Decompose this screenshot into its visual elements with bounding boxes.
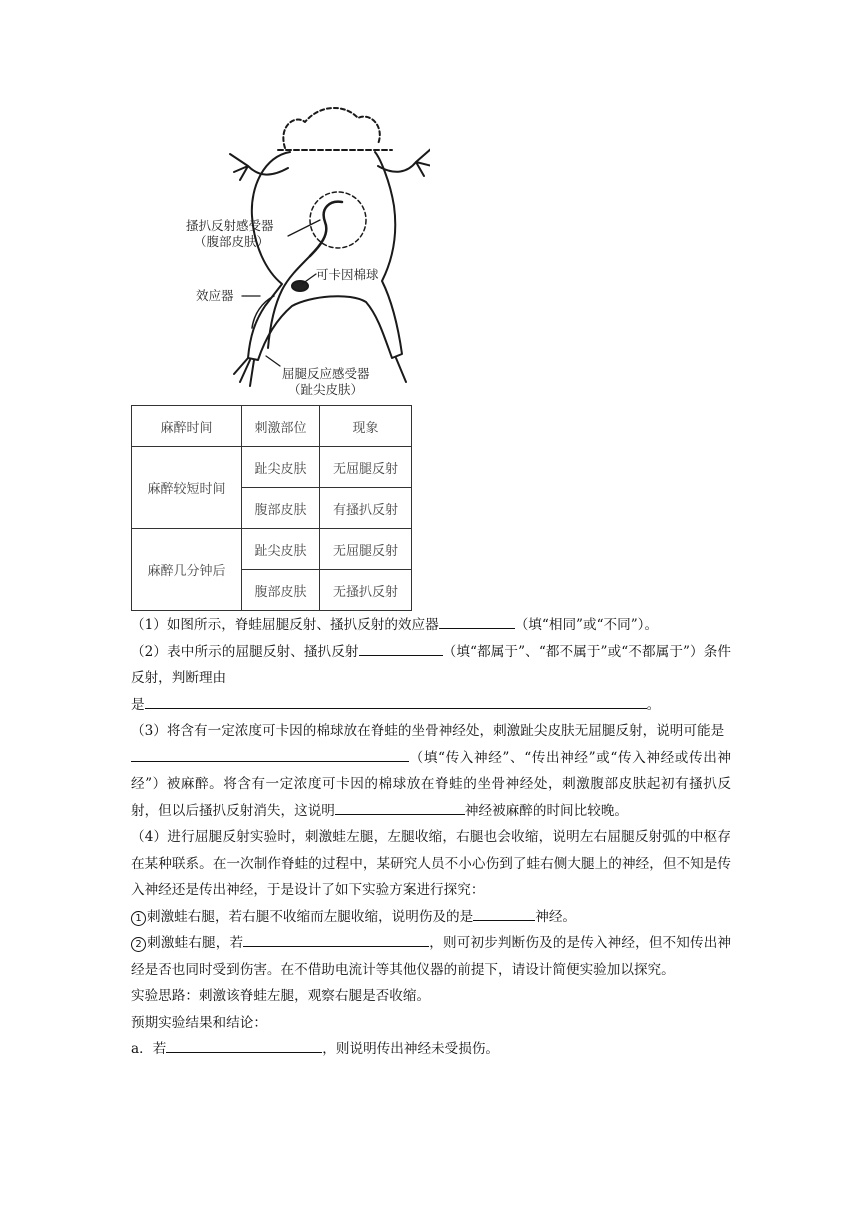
spinal-frog-diagram	[170, 96, 430, 396]
question-1: （1）如图所示，脊蛙屈腿反射、搔扒反射的效应器 （填“相同”或“不同”）。	[131, 612, 731, 639]
table-header-cell: 现象	[320, 406, 412, 447]
table-row	[132, 529, 412, 570]
table-header-cell: 刺激部位	[242, 406, 320, 447]
answer-blank[interactable]	[145, 693, 647, 709]
answer-blank[interactable]	[131, 746, 409, 762]
label-scratch-receptor: 搔扒反射感受器	[186, 218, 274, 233]
table-cell-result: 无屈腿反射	[320, 529, 412, 570]
question-2: （2）表中所示的屈腿反射、搔扒反射 （填“都属于”、“都不属于”或“不都属于”）条件反射，判断理由	[131, 639, 731, 692]
table-cell-result: 无屈腿反射	[320, 447, 412, 488]
table-row	[132, 447, 412, 488]
label-effector: 效应器	[196, 288, 234, 303]
question-3: （3）将含有一定浓度可卡因的棉球放在脊蛙的坐骨神经处，刺激趾尖皮肤无屈腿反射，说明可能是 （填“传入神经”、“传出神经”或“传入神经或传出神经”）被麻醉。将含有一定浓度可卡因的棉球放在脊蛙的坐骨神经处，刺激腹部皮肤起初有搔扒反射，但以后搔扒反射消失，这说明 神经被麻醉的时间比较晚。	[131, 723, 731, 819]
cocaine-cotton-ball-icon	[292, 281, 308, 291]
table-cell-result: 有搔扒反射	[320, 488, 412, 529]
frog-left-foot	[234, 358, 254, 386]
table-header-cell: 麻醉时间	[132, 406, 242, 447]
expected-results-heading: 预期实验结果和结论：	[131, 1014, 267, 1031]
circled-number-icon: 1	[131, 911, 146, 926]
table-cell-site: 趾尖皮肤	[242, 447, 320, 488]
table-cell-site: 腹部皮肤	[242, 570, 320, 611]
leader-cocaine-ball	[302, 274, 316, 284]
answer-blank[interactable]	[439, 613, 515, 629]
answer-blank[interactable]	[359, 640, 443, 656]
label-flexion-receptor-sub: （趾尖皮肤）	[288, 382, 364, 396]
question-text	[131, 612, 731, 1063]
experiment-idea: 实验思路：刺激该脊蛙左腿，观察右腿是否收缩。	[131, 988, 431, 1004]
answer-blank[interactable]	[473, 905, 535, 921]
spinal-cord-circle	[310, 192, 366, 248]
question-4-item-1: 1 刺激蛙右腿，若右腿不收缩而左腿收缩，说明伤及的是 神经。	[131, 904, 731, 931]
leader-scratch-receptor	[288, 220, 320, 236]
label-flexion-receptor: 屈腿反应感受器	[282, 366, 370, 381]
label-cocaine-ball: 可卡因棉球	[316, 267, 379, 282]
table-cell-site: 趾尖皮肤	[242, 529, 320, 570]
table-cell-site: 腹部皮肤	[242, 488, 320, 529]
expected-result-a: a．若 ，则说明传出神经未受损伤。	[131, 1036, 731, 1063]
experiment-table	[131, 405, 412, 611]
leader-flexion-receptor	[266, 356, 280, 366]
answer-blank[interactable]	[335, 799, 465, 815]
question-4: （4）进行屈腿反射实验时，刺激蛙左腿，左腿收缩，右腿也会收缩，说明左右屈腿反射弧的中枢存在某种联系。在一次制作脊蛙的过程中，某研究人员不小心伤到了蛙右侧大腿上的神经，但不知是传入神经还是传出神经，于是设计了如下实验方案进行探究：	[131, 829, 731, 898]
frog-right-foot	[396, 358, 406, 382]
table-cell-result: 无搔扒反射	[320, 570, 412, 611]
answer-blank[interactable]	[243, 931, 429, 947]
table-cell-time: 麻醉几分钟后	[132, 529, 242, 611]
question-4-item-2: 2 刺激蛙右腿，若 ，则可初步判断伤及的是传入神经，但不知传出神经是否也同时受到伤害。在不借助电流计等其他仪器的前提下，请设计简便实验加以探究。	[131, 930, 731, 983]
table-cell-time: 麻醉较短时间	[132, 447, 242, 529]
circled-number-icon: 2	[131, 937, 146, 952]
table-header-row	[132, 406, 412, 447]
answer-blank[interactable]	[166, 1037, 322, 1053]
question-2-reason: 是 。	[131, 692, 731, 719]
removed-head-outline	[283, 108, 379, 148]
label-scratch-receptor-sub: （腹部皮肤）	[194, 234, 270, 249]
